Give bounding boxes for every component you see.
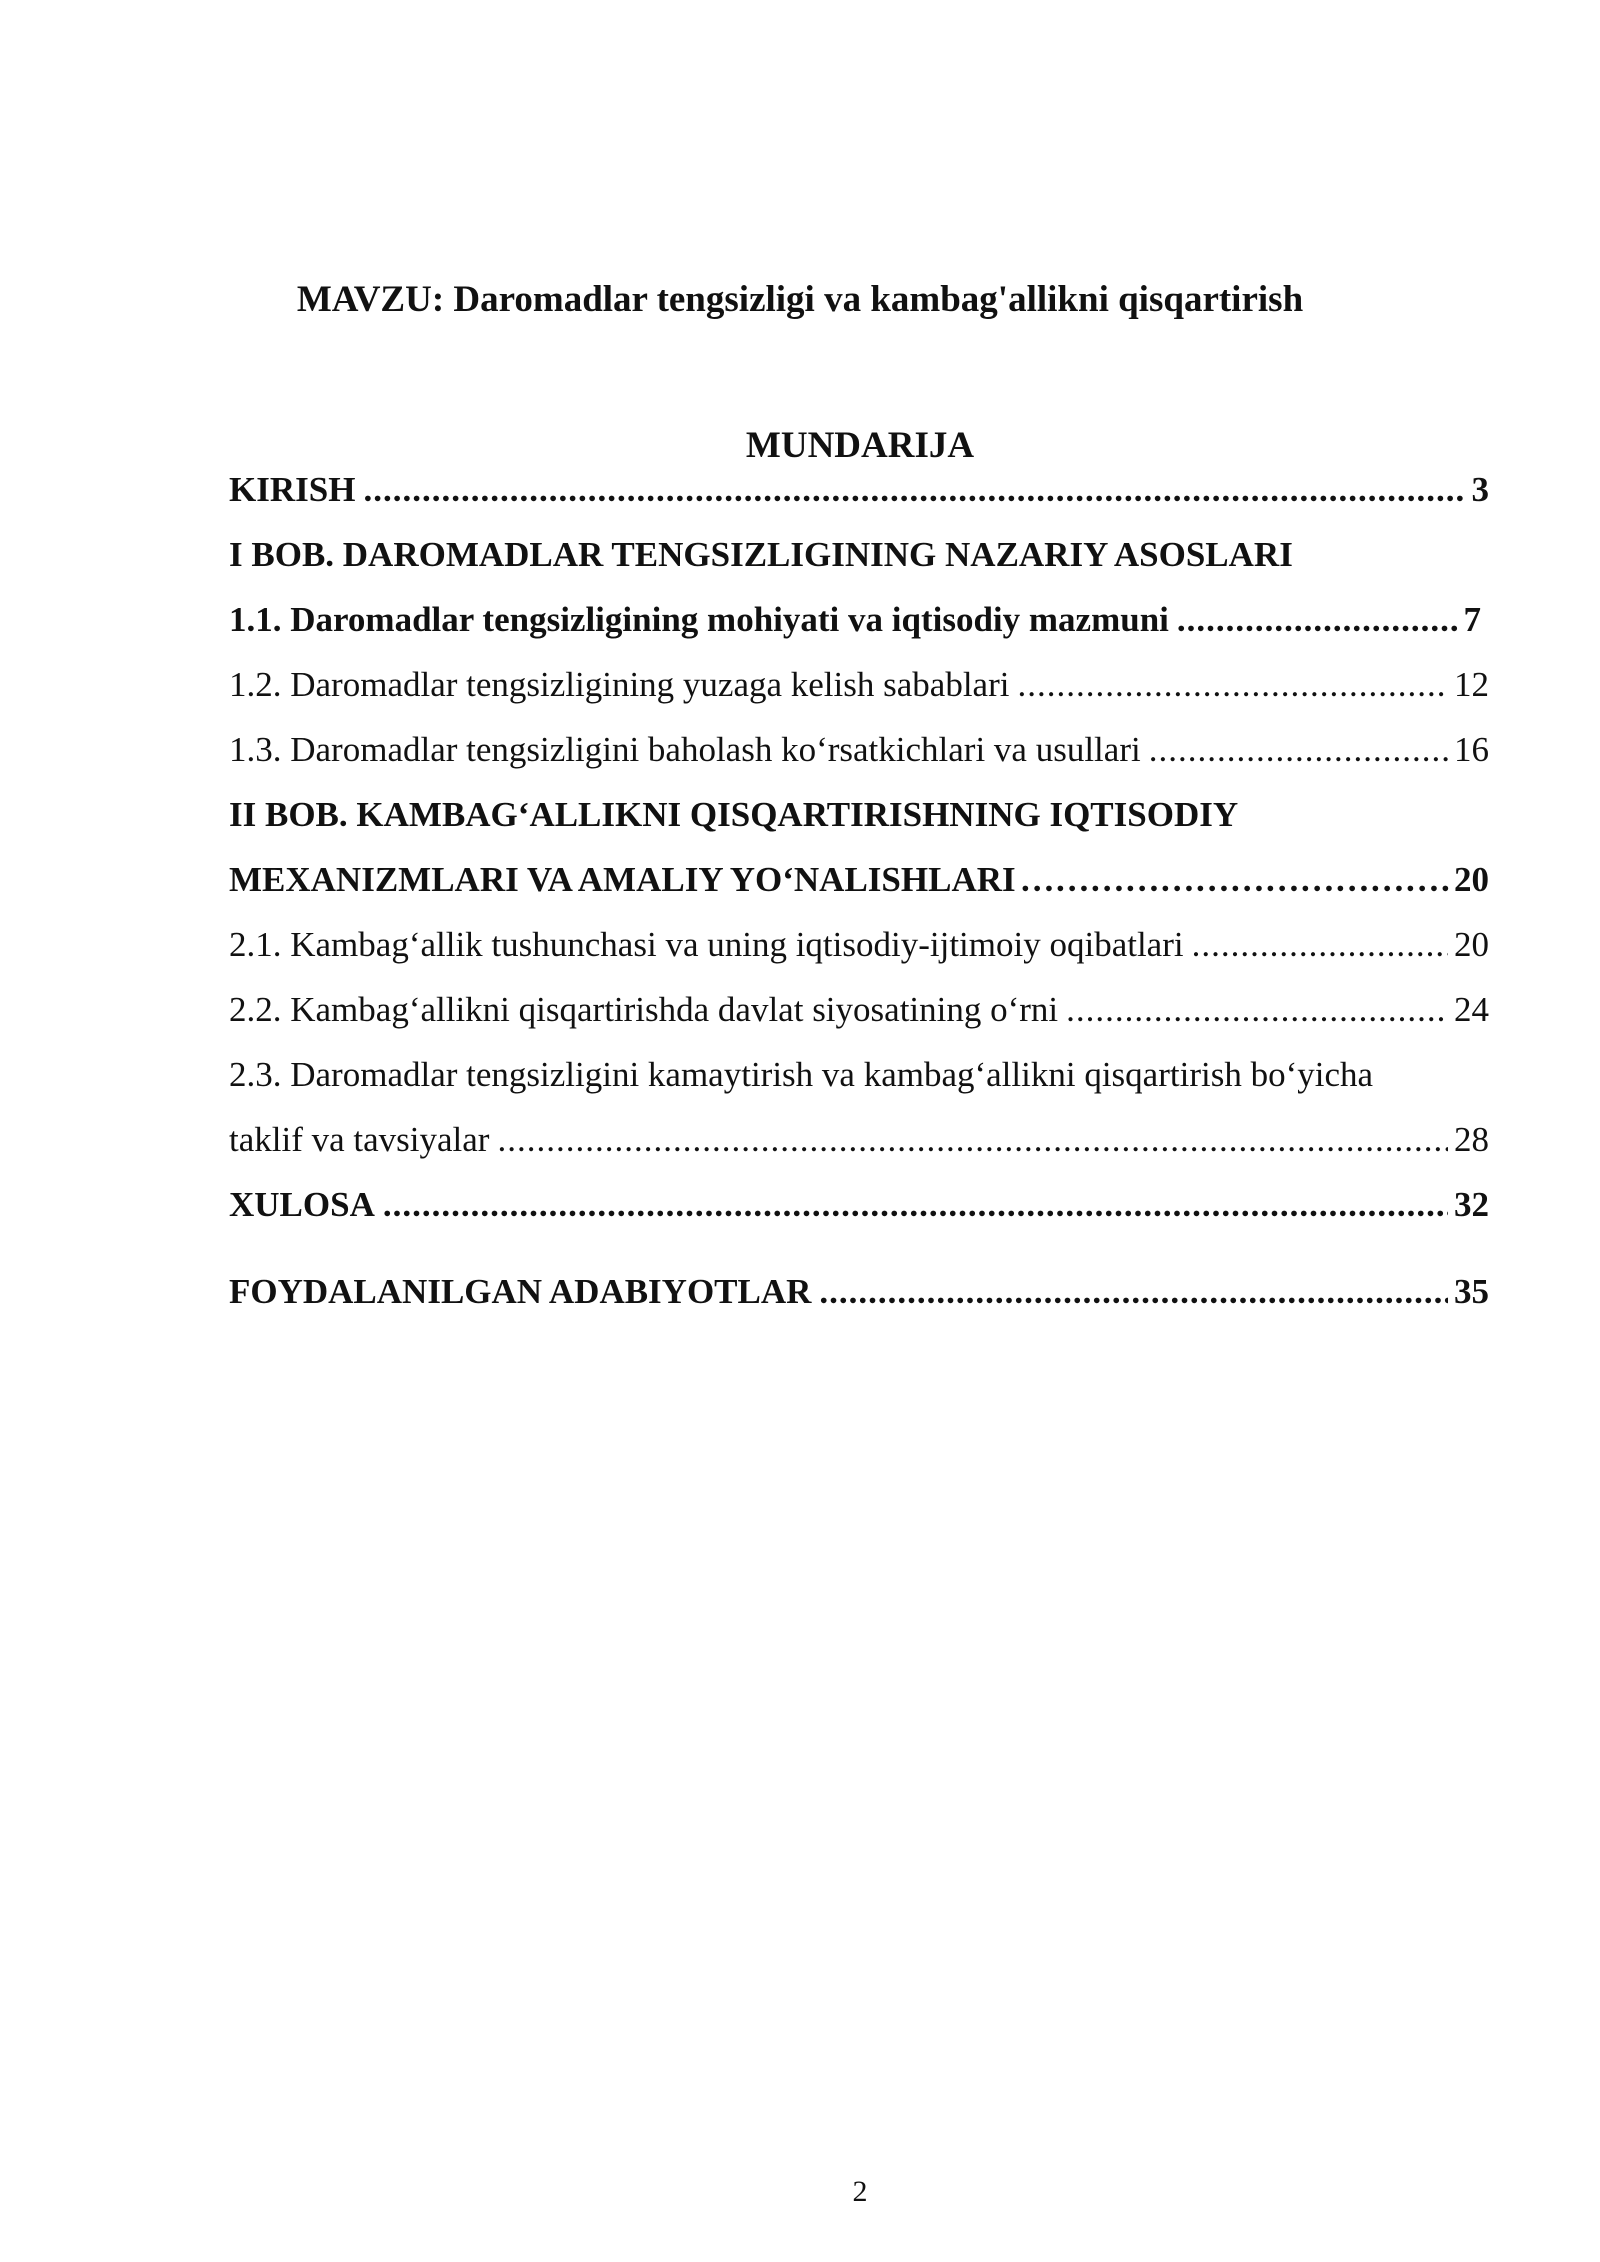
- toc-entry-label: taklif va tavsiyalar: [229, 1120, 490, 1159]
- page-number: 2: [852, 2175, 868, 2208]
- toc-entry-section-1-3[interactable]: [229, 724, 1489, 776]
- dot-leader: [1149, 724, 1448, 776]
- toc-entry-page: 16: [1454, 730, 1489, 769]
- toc-entry-page: 32: [1454, 1185, 1489, 1224]
- toc-entry-label: I BOB. DAROMADLAR TENGSIZLIGINING NAZARIY ASOSLARI: [229, 535, 1293, 574]
- toc-entry-intro[interactable]: [229, 464, 1489, 516]
- toc-entry-page: 35: [1454, 1272, 1489, 1311]
- dot-leader: [1020, 854, 1454, 906]
- dot-leader: [1066, 984, 1448, 1036]
- dot-leader: [1177, 594, 1458, 646]
- toc-entry-chapter-2-continued[interactable]: [229, 854, 1489, 906]
- dot-leader: [497, 1114, 1448, 1166]
- toc-entry-label: FOYDALANILGAN ADABIYOTLAR: [229, 1272, 812, 1311]
- toc-entry-label: 1.1. Daromadlar tengsizligining mohiyati va iqtisodiy mazmuni: [229, 600, 1169, 639]
- dot-leader: [1192, 919, 1448, 971]
- toc-entry-page: 20: [1454, 925, 1489, 964]
- toc-entry-section-2-3-continued[interactable]: [229, 1114, 1489, 1166]
- toc-entry-label: 1.3. Daromadlar tengsizligini baholash ko‘rsatkichlari va usullari: [229, 730, 1141, 769]
- toc-entry-page: 3: [1471, 470, 1489, 509]
- toc-entry-label: XULOSA: [229, 1185, 375, 1224]
- toc-entry-page: 24: [1454, 990, 1489, 1029]
- toc-entry-page: 12: [1454, 665, 1489, 704]
- toc-entry-conclusion[interactable]: [229, 1179, 1489, 1231]
- toc-entry-references[interactable]: [229, 1266, 1489, 1318]
- dot-leader: [1017, 659, 1448, 711]
- toc-entry-chapter-2[interactable]: [229, 789, 1489, 841]
- toc-entry-section-2-3[interactable]: [229, 1049, 1489, 1101]
- toc-entry-page: 28: [1454, 1120, 1489, 1159]
- toc-entry-label: 2.2. Kambag‘allikni qisqartirishda davlat siyosatining o‘rni: [229, 990, 1059, 1029]
- toc-entry-label: KIRISH: [229, 470, 356, 509]
- toc-entry-label: 1.2. Daromadlar tengsizligining yuzaga kelish sabablari: [229, 665, 1010, 704]
- toc-entry-page: 20: [1454, 860, 1489, 899]
- document-topic: MAVZU: Daromadlar tengsizligi va kambag'allikni qisqartirish: [296, 279, 1304, 320]
- toc-entry-section-1-1[interactable]: [229, 594, 1481, 646]
- toc-entry-section-1-2[interactable]: [229, 659, 1489, 711]
- dot-leader: [363, 464, 1465, 516]
- toc-entry-chapter-1[interactable]: [229, 529, 1489, 581]
- toc-entry-page: 7: [1463, 600, 1481, 639]
- dot-leader: [383, 1179, 1448, 1231]
- toc-entry-label: 2.3. Daromadlar tengsizligini kamaytirish va kambag‘allikni qisqartirish bo‘yicha: [229, 1055, 1374, 1094]
- toc-entry-label: II BOB. KAMBAG‘ALLIKNI QISQARTIRISHNING IQTISODIY: [229, 795, 1239, 834]
- toc-entry-label: MEXANIZMLARI VA AMALIY YO‘NALISHLARI: [229, 860, 1016, 899]
- toc-heading: MUNDARIJA: [745, 425, 975, 466]
- toc-entry-section-2-1[interactable]: [229, 919, 1489, 971]
- toc-entry-section-2-2[interactable]: [229, 984, 1489, 1036]
- toc-entry-label: 2.1. Kambag‘allik tushunchasi va uning iqtisodiy-ijtimoiy oqibatlari: [229, 925, 1184, 964]
- dot-leader: [819, 1266, 1448, 1318]
